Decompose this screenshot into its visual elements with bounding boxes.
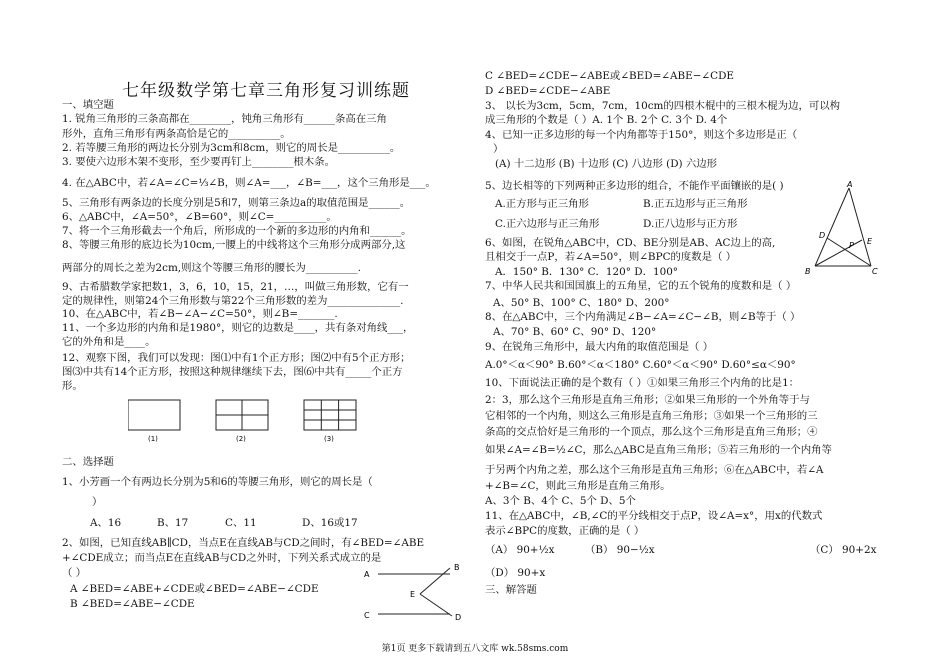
fig2-label-a: A <box>364 570 370 579</box>
c7-options: A、50° B、100° C、180° D、200° <box>493 297 670 309</box>
c4-options: (A) 十二边形 (B) 十边形 (C) 八边形 (D) 六边形 <box>495 158 718 170</box>
c11-line2: 表示∠BPC的度数，正确的是（ ） <box>485 525 645 537</box>
c11-option-b: （B） 90−½x <box>585 544 655 556</box>
c6-line1: 6、如图，在锐角△ABC中，CD、BE分别是AB、AC边上的高, <box>485 237 776 249</box>
q12-line2: 图⑶中共有14个正方形，按照这种规律继续下去，图⑹中共有_____个正方 <box>62 366 403 378</box>
fig2-label-e: E <box>410 590 416 599</box>
c11-option-a: （A） 90+½x <box>485 544 555 556</box>
section-fill-in: 一、填空题 <box>62 99 114 111</box>
fig6-label-c: C <box>872 267 878 276</box>
c9-options: A.0°＜α＜90° B.60°＜α＜180° C.60°＜α＜90° D.60°≤α＜90° <box>485 359 796 371</box>
q9-line1: 9、古希腊数学家把数1，3，6，10，15，21，…，叫做三角形数，它有一 <box>62 281 409 293</box>
c1-option-c: C、11 <box>225 517 257 529</box>
c2-option-b: B ∠BED=∠ABE−∠CDE <box>70 598 195 610</box>
c4-line1: 4、已知一正多边形的每一个内角都等于150°，则这个多边形是正（ <box>485 129 798 141</box>
figure-2 <box>216 400 268 430</box>
c5-option-a: A.正方形与正三角形 <box>495 198 589 210</box>
c2-option-d: D ∠BED=∠CDE−∠ABE <box>485 85 611 97</box>
fig6-label-p: P <box>849 241 854 250</box>
q12-line1: 12、观察下图，我们可以发现：图⑴中有1个正方形；图⑵中有5个正方形； <box>62 352 411 364</box>
q11-line2: 它的外角和是____。 <box>62 336 156 348</box>
c6-options: A．150° B．130° C．120° D．100° <box>495 266 679 278</box>
c10-options: A、3个 B、4个 C、5个 D、5个 <box>485 495 636 507</box>
page-footer: 第1页 更多下载请到五八文库 wk.58sms.com <box>381 644 569 654</box>
q6: 6、△ABC中，∠A=50°，∠B=60°，则∠C=__________。 <box>62 211 337 223</box>
section-choice: 二、选择题 <box>62 456 114 468</box>
fig6-label-e: E <box>867 237 873 246</box>
c10-line5: 如果∠A=∠B=½∠C，那么△ABC是直角三角形；⑤若三角形的一个内角等 <box>485 444 832 456</box>
fig6-label-d: D <box>819 231 826 240</box>
fig2-label-c: C <box>364 611 370 620</box>
c10-line2: 2：3，那么这个三角形是直角三角形；②如果三角形的一个外角等于与 <box>485 394 810 406</box>
figure-2-label: (2) <box>236 435 246 443</box>
q1-line2: 形外，直角三角形有两条高恰是它的__________。 <box>62 128 291 140</box>
parallel-lines-figure <box>360 560 470 625</box>
c3-line2: 成三角形的个数是（ ）A. 1个 B. 2个 C. 3个 D. 4个 <box>485 114 728 126</box>
c2-line3: （ ） <box>62 567 87 579</box>
triangle-figure <box>805 178 887 278</box>
c2-line2: +∠CDE成立；而当点E在直线AB与CD之外时，下列关系式成立的是 <box>62 552 382 564</box>
q3: 3. 要使六边形木架不变形，至少要再钉上________根木条。 <box>62 156 335 168</box>
c8-options: A、70° B、60° C、90° D、120° <box>493 326 657 338</box>
c4-line2: ） <box>493 143 504 155</box>
c6-line2: 且相交于一点P，若∠A=50°，则∠BPC的度数是（ ） <box>485 251 737 263</box>
c2-option-a: A ∠BED=∠ABE+∠CDE或∠BED=∠ABE−∠CDE <box>70 583 319 595</box>
c2-line1: 2、如图，已知直线AB∥CD，当点E在直线AB与CD之间时，有∠BED=∠ABE <box>62 537 425 549</box>
figure-3-label: (3) <box>324 435 334 443</box>
c1-option-a: A、16 <box>90 517 122 529</box>
c10-line7: +∠B=∠C，则此三角形是直角三角形。 <box>485 480 671 492</box>
c11-option-d: （D） 90+x <box>485 567 546 579</box>
c9: 9、在锐角三角形中，最大内角的取值范围是（ ） <box>485 341 714 353</box>
c5-option-b: B.正五边形与正三角形 <box>643 198 748 210</box>
c10-line3: 它相邻的一个内角，则这么三角形是直角三角形；③如果一个三角形的三 <box>485 410 818 422</box>
q1-line1: 1. 锐角三角形的三条高都在________，钝角三角形有______条高在三角 <box>62 113 387 125</box>
c3-line1: 3、 以长为3cm，5cm，7cm，10cm的四根木棍中的三根木棍为边，可以构 <box>485 100 841 112</box>
q11-line1: 11、一个多边形的内角和是1980°，则它的边数是____，共有条对角线___， <box>62 322 414 334</box>
figure-3 <box>304 400 356 430</box>
q7: 7、将一个三角形截去一个角后，所形成的一个新的多边形的内角和______。 <box>62 225 412 237</box>
c11-option-c: （C） 90+2x <box>810 544 877 556</box>
q2: 2. 若等腰三角形的两边长分别为3cm和8cm，则它的周长是__________。 <box>62 142 401 154</box>
q12-line3: 形。 <box>62 380 83 392</box>
c2-option-c: C ∠BED=∠CDE−∠ABE或∠BED=∠ABE−∠CDE <box>485 70 734 82</box>
fig6-label-b: B <box>805 267 811 276</box>
c1-option-d: D、16或17 <box>302 517 358 529</box>
c5-option-d: D.正八边形与正方形 <box>643 218 738 230</box>
c10-line4: 条高的交点恰好是三角形的一个顶点，那么这个三角形是直角三角形；④ <box>485 426 818 438</box>
section-answer: 三、解答题 <box>485 584 537 596</box>
q8-line1: 8、等腰三角形的底边长为10cm,一腰上的中线将这个三角形分成两部分,这 <box>62 239 406 251</box>
c1-line2: ） <box>92 496 103 508</box>
page-title: 七年级数学第七章三角形复习训练题 <box>122 81 410 101</box>
figure-1-label: (1) <box>148 435 158 443</box>
fig2-label-b: B <box>454 563 460 572</box>
c5: 5、边长相等的下列两种正多边形的组合，不能作平面镶嵌的是( ) <box>485 180 784 192</box>
c7: 7、中华人民共和国国旗上的五角星，它的五个锐角的度数和是（ ） <box>485 280 797 292</box>
q10: 10、在△ABC中，若∠B−∠A−∠C=50°，则∠B=_______. <box>62 308 338 320</box>
figure-1 <box>128 400 180 430</box>
c10-line6: 于另两个内角之差，那么这个三角形是直角三角形；⑥在△ABC中，若∠A <box>485 464 824 476</box>
fig2-label-d: D <box>455 613 462 622</box>
q8-line2: 两部分的周长之差为2cm,则这个等腰三角形的腰长为__________. <box>62 262 362 274</box>
c10-line1: 10、下面说法正确的是个数有（ ）①如果三角形三个内角的比是1： <box>485 377 800 389</box>
c1-line1: 1、小芳画一个有两边长分别为5和6的等腰三角形，则它的周长是（ <box>62 476 373 488</box>
c11-line1: 11、在△ABC中，∠B,∠C的平分线相交于点P，设∠A=x°，用x的代数式 <box>485 510 823 522</box>
q4: 4. 在△ABC中，若∠A=∠C=⅓∠B，则∠A=___，∠B=___，这个三角形是___。 <box>62 177 436 189</box>
fig6-label-a: A <box>847 180 853 189</box>
c5-option-c: C.正六边形与正三角形 <box>495 218 600 230</box>
c8: 8、在△ABC中，三个内角满足∠B−∠A=∠C−∠B，则∠B等于（ ） <box>485 311 801 323</box>
c1-option-b: B、17 <box>157 517 189 529</box>
q5: 5、三角形有两条边的长度分别是5和7，则第三条边a的取值范围是______。 <box>62 197 411 209</box>
q9-line2: 定的规律性，则第24个三角形数与第22个三角形数的差为______________. <box>62 295 404 307</box>
square-figures <box>128 398 428 448</box>
